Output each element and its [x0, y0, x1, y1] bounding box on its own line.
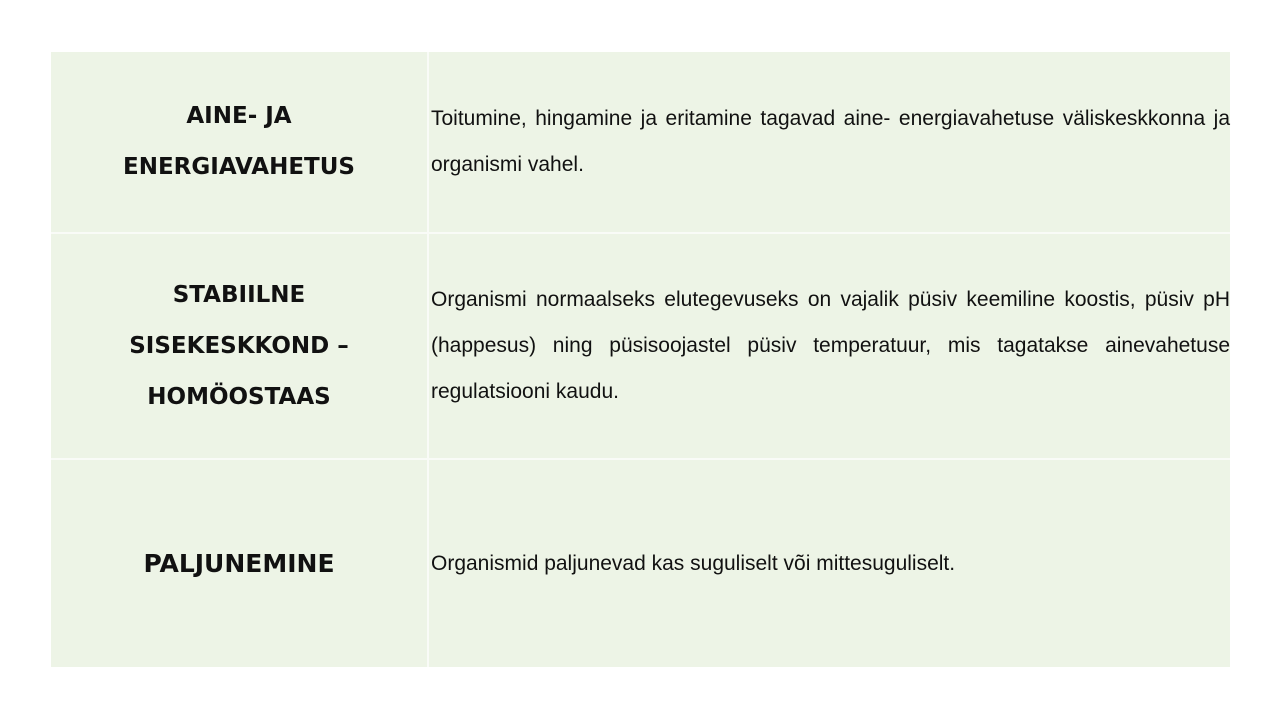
- term-line: SISEKESKKOND –: [129, 332, 349, 359]
- description-cell-aine-ja-energiavahetus: [429, 52, 1230, 234]
- life-processes-table: [51, 52, 1230, 667]
- description-cell-stabiilne-sisekeskkond: [429, 234, 1230, 460]
- description-text: Organismid paljunevad kas suguliselt või mittesuguliselt.: [431, 551, 956, 575]
- term-title: [143, 546, 334, 582]
- term-line: AINE- JA: [186, 103, 292, 129]
- term-line: ENERGIAVAHETUS: [123, 154, 355, 180]
- term-title: [129, 270, 349, 423]
- description-text: Toitumine, hingamine ja eritamine tagavad aine- energiavahetuse väliskeskkonna ja organismi vahel.: [431, 107, 1230, 176]
- term-cell-aine-ja-energiavahetus: [51, 52, 429, 234]
- term-line: HOMÖOSTAAS: [147, 383, 331, 410]
- term-line: STABIILNE: [172, 281, 306, 308]
- term-cell-paljunemine: [51, 460, 429, 667]
- term-line: PALJUNEMINE: [143, 548, 335, 578]
- term-title: [123, 91, 355, 193]
- term-cell-stabiilne-sisekeskkond: [51, 234, 429, 460]
- description-cell-paljunemine: [429, 460, 1230, 667]
- description-text: Organismi normaalseks elutegevuseks on vajalik püsiv keemiline koostis, püsiv pH (happesus) ning püsisoojastel püsiv temperatuur, mis tagatakse ainevahetuse regulatsiooni kaudu.: [431, 288, 1230, 403]
